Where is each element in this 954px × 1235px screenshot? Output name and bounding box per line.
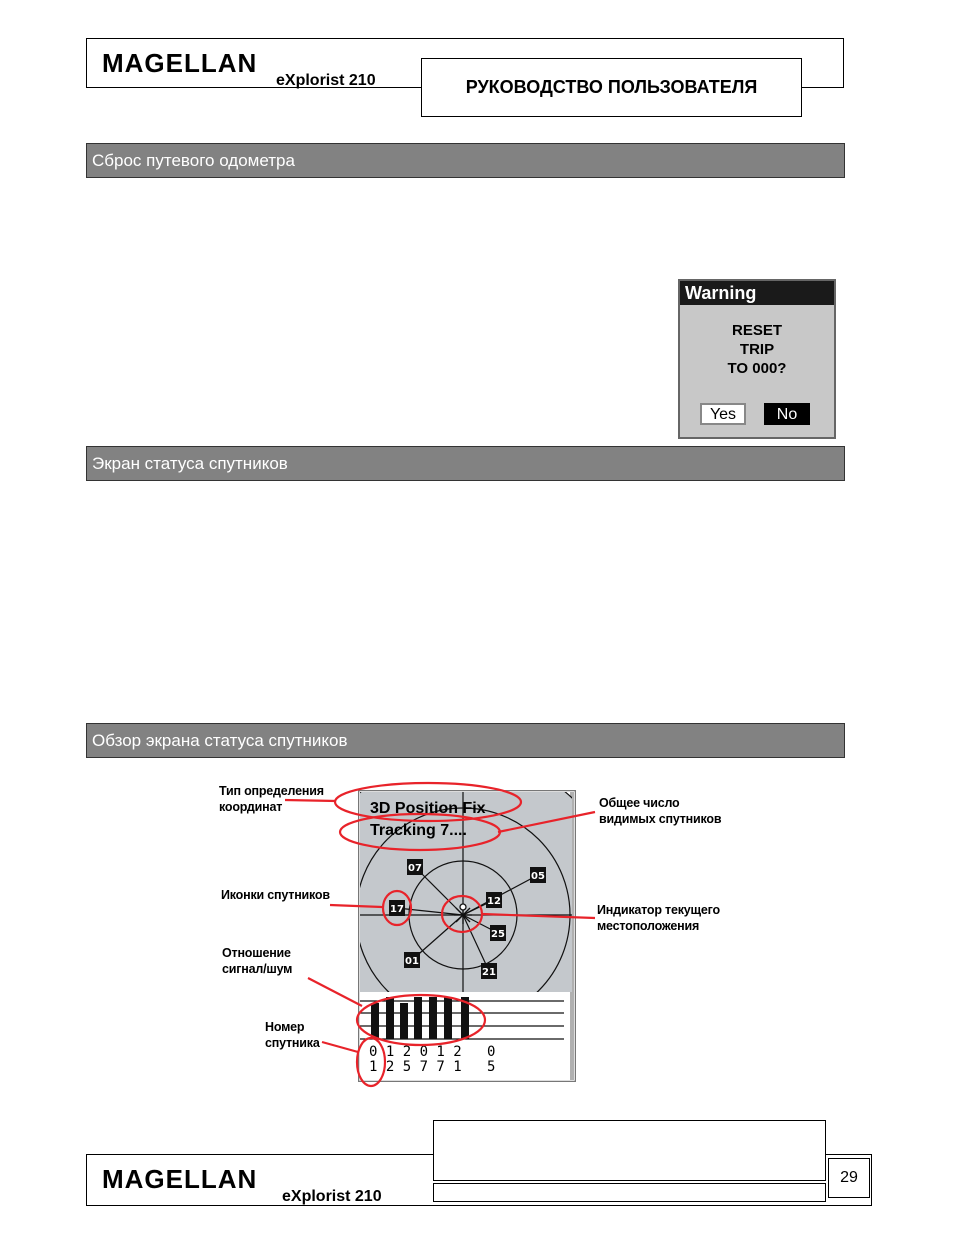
footer-model: eXplorist 210 [282,1188,382,1205]
satellite-icon-label: 01 [405,956,419,967]
fix-type-text: 3D Position Fix [370,800,486,817]
sat-number-row-2: 1 2 5 7 7 1 5 [369,1059,496,1075]
warning-title: Warning [680,281,834,305]
satellite-icon-label: 05 [531,871,545,882]
label-position-indicator: Индикатор текущего местоположения [597,903,720,933]
section-satellite-status: Экран статуса спутников [86,446,845,481]
sat-number-row-1: 0 1 2 0 1 2 0 [369,1044,496,1060]
label-satellite-icons: Иконки спутников [221,888,330,902]
warning-line-1: RESET [731,322,782,339]
satellite-icon-label: 07 [408,863,422,874]
section-satellite-overview: Обзор экрана статуса спутников [86,723,845,758]
footer-brand: MAGELLAN [102,1164,258,1194]
satellite-icon-label: 25 [491,929,505,940]
label-snr: Отношение сигнал/шум [222,946,293,976]
tracking-text: Tracking 7.... [370,822,467,839]
header-model: eXplorist 210 [276,72,376,89]
warning-line-3: TO 000? [727,360,787,377]
no-button[interactable]: No [764,403,810,425]
label-fix-type: Тип определения координат [219,784,324,814]
footer-note-strip [433,1183,826,1202]
satellite-icon-label: 12 [487,896,501,907]
footer-note-box [433,1120,826,1181]
header-guide-title: РУКОВОДСТВО ПОЛЬЗОВАТЕЛЯ [421,58,802,117]
section-reset-trip: Сброс путевого одометра [86,143,845,178]
header-brand: MAGELLAN [102,48,258,78]
warning-line-2: TRIP [739,341,775,358]
yes-button[interactable]: Yes [700,403,746,425]
satellite-icon-label: 17 [390,904,404,915]
label-visible-satellites: Общее число видимых спутников [599,796,722,826]
page-number: 29 [828,1158,870,1198]
label-satellite-number: Номер спутника [265,1020,320,1050]
satellite-icon-label: 21 [482,967,496,978]
